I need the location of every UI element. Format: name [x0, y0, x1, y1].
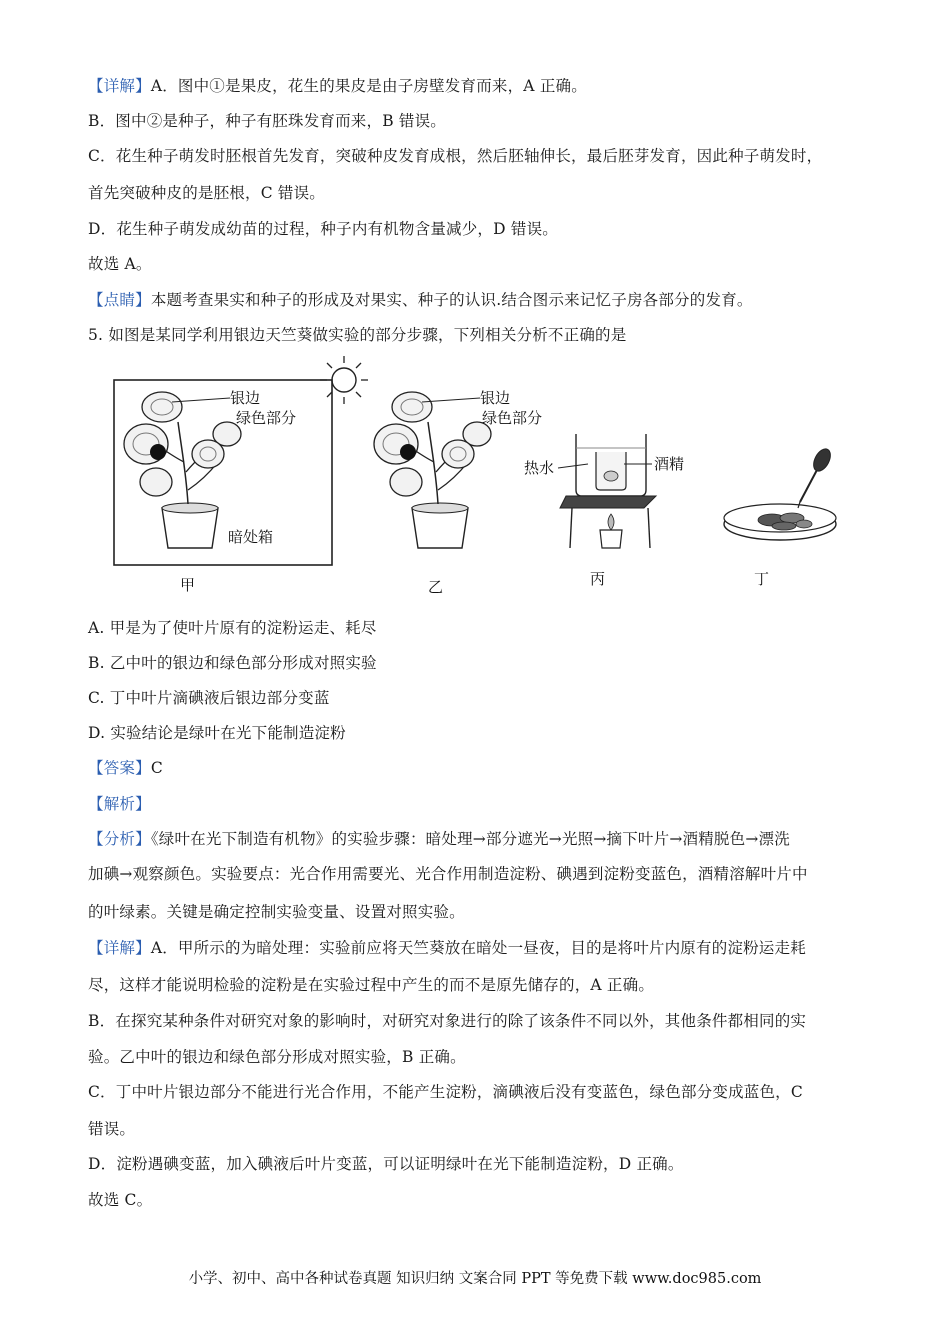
caption-jia: 甲: [180, 576, 196, 594]
panel-bing: [524, 434, 684, 588]
line-text: 《绿叶在光下制造有机物》的实验步骤：暗处理→部分遮光→光照→摘下叶片→酒精脱色→漂洗: [150, 830, 790, 848]
caption-ding: 丁: [754, 570, 770, 588]
panel-yi: [374, 389, 542, 596]
text-line: [88, 863, 890, 885]
label-dark-box: 暗处箱: [228, 528, 274, 546]
text-line: [88, 1118, 890, 1140]
text-line: [88, 1189, 890, 1211]
section-tag: 【分析】: [88, 830, 151, 848]
section-tag: 【详解】: [88, 939, 151, 957]
option-c: [88, 687, 890, 709]
text-line: [88, 901, 890, 923]
text-line: [88, 1153, 890, 1175]
text-line: [88, 289, 890, 311]
line-text: C．花生种子萌发时胚根首先发育，突破种皮发育成根，然后胚轴伸长，最后胚芽发育，因此种子萌发时，: [88, 147, 823, 165]
caption-yi: 乙: [428, 578, 444, 596]
page-footer: 小学、初中、高中各种试卷真题 知识归纳 文案合同 PPT 等免费下载 www.doc985.com: [188, 1271, 762, 1287]
line-text: B．在探究某种条件对研究对象的影响时，对研究对象进行的除了该条件不同以外，其他条件都相同的实: [88, 1012, 807, 1030]
line-text: 错误。: [88, 1120, 136, 1138]
label-green-part: 绿色部分: [482, 409, 543, 427]
section-tag: 【答案】: [88, 759, 151, 777]
text-line: [88, 828, 890, 850]
line-text: C. 丁中叶片滴碘液后银边部分变蓝: [88, 689, 330, 707]
line-text: 本题考查果实和种子的形成及对果实、种子的认识.结合图示来记忆子房各部分的发育。: [150, 291, 753, 309]
line-text: C．丁中叶片银边部分不能进行光合作用，不能产生淀粉，滴碘液后没有变蓝色，绿色部分变成蓝色，C: [88, 1083, 803, 1101]
line-text: 5. 如图是某同学利用银边天竺葵做实验的部分步骤，下列相关分析不正确的是: [88, 326, 627, 344]
text-line: [88, 75, 890, 97]
text-line: [88, 182, 890, 204]
text-line: [88, 937, 890, 959]
analysis-heading: [88, 793, 890, 815]
line-text: D. 实验结论是绿叶在光下能制造淀粉: [88, 724, 346, 742]
line-text: A. 甲是为了使叶片原有的淀粉运走、耗尽: [88, 619, 377, 637]
text-line: [88, 1081, 890, 1103]
option-d: [88, 722, 890, 744]
question-stem: [88, 324, 890, 346]
text-line: [88, 145, 890, 167]
experiment-figure: [100, 352, 870, 602]
line-text: C: [150, 759, 163, 777]
text-line: [88, 218, 890, 240]
text-line: [88, 974, 890, 996]
line-text: D．花生种子萌发成幼苗的过程，种子内有机物含量减少，D 错误。: [88, 220, 558, 238]
line-text: 尽，这样才能说明检验的淀粉是在实验过程中产生的而不是原先储存的，A 正确。: [88, 976, 655, 994]
label-green-part: 绿色部分: [236, 409, 297, 427]
answer-line: [88, 757, 890, 779]
text-line: [88, 110, 890, 132]
line-text: D．淀粉遇碘变蓝，加入碘液后叶片变蓝，可以证明绿叶在光下能制造淀粉，D 正确。: [88, 1155, 684, 1173]
panel-ding: [724, 446, 836, 588]
caption-bing: 丙: [590, 570, 606, 588]
line-text: 首先突破种皮的是胚根，C 错误。: [88, 184, 325, 202]
section-tag: 【点睛】: [88, 291, 151, 309]
option-b: [88, 652, 890, 674]
label-hot-water: 热水: [524, 459, 555, 477]
text-line: [88, 1046, 890, 1068]
line-text: 验。乙中叶的银边和绿色部分形成对照实验，B 正确。: [88, 1048, 466, 1066]
label-alcohol: 酒精: [654, 455, 685, 473]
option-a: [88, 617, 890, 639]
line-text: 的叶绿素。关键是确定控制实验变量、设置对照实验。: [88, 903, 465, 921]
label-silver-edge: 银边: [480, 389, 511, 407]
text-line: [88, 253, 890, 275]
section-tag: 【解析】: [88, 795, 151, 813]
panel-jia: [114, 380, 332, 594]
label-silver-edge: 银边: [230, 389, 261, 407]
section-tag: 【详解】: [88, 77, 151, 95]
line-text: 故选 C。: [88, 1191, 153, 1209]
line-text: B. 乙中叶的银边和绿色部分形成对照实验: [88, 654, 377, 672]
line-text: A．甲所示的为暗处理：实验前应将天竺葵放在暗处一昼夜，目的是将叶片内原有的淀粉运走耗: [150, 939, 806, 957]
line-text: 加碘→观察颜色。实验要点：光合作用需要光、光合作用制造淀粉、碘遇到淀粉变蓝色，酒精溶解叶片中: [88, 865, 808, 883]
line-text: A．图中①是果皮，花生的果皮是由子房壁发育而来，A 正确。: [150, 77, 587, 95]
text-line: [88, 1010, 890, 1032]
line-text: 故选 A。: [88, 255, 152, 273]
line-text: B．图中②是种子，种子有胚珠发育而来，B 错误。: [88, 112, 447, 130]
